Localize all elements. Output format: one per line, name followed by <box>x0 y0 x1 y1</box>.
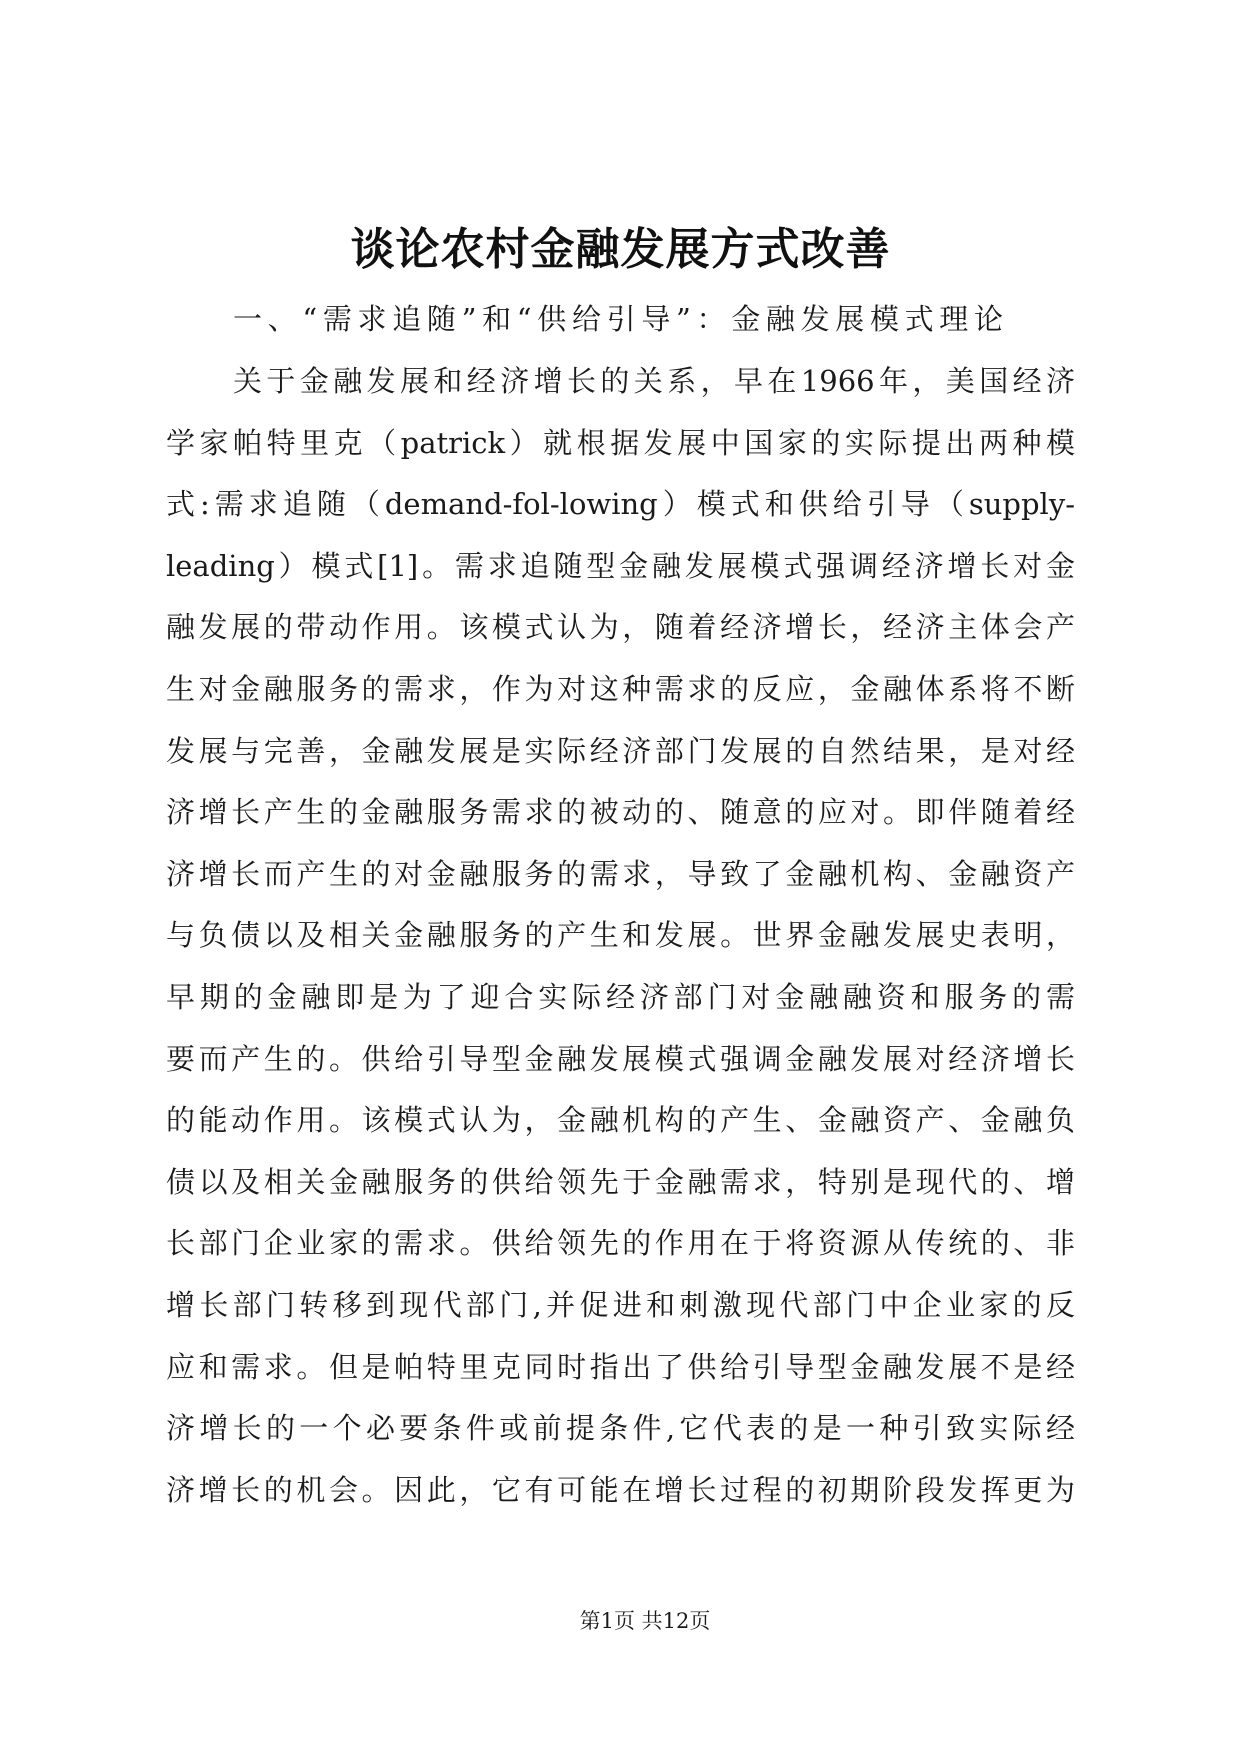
body-line: leading）模式[1]。需求追随型金融发展模式强调经济增长对金 <box>166 548 1075 583</box>
body-line: 债以及相关金融服务的供给领先于金融需求，特别是现代的、增 <box>166 1164 1075 1199</box>
body-line: 学家帕特里克（patrick）就根据发展中国家的实际提出两种模 <box>166 425 1075 460</box>
body-line: 与负债以及相关金融服务的产生和发展。世界金融发展史表明， <box>166 918 1075 953</box>
body-line: 应和需求。但是帕特里克同时指出了供给引导型金融发展不是经 <box>166 1349 1075 1384</box>
body-line: 济增长而产生的对金融服务的需求，导致了金融机构、金融资产 <box>166 856 1075 891</box>
body-line: 要而产生的。供给引导型金融发展模式强调金融发展对经济增长 <box>166 1041 1075 1076</box>
body-line: 关于金融发展和经济增长的关系，早在1966年，美国经济 <box>233 364 1075 398</box>
body-line: 的能动作用。该模式认为，金融机构的产生、金融资产、金融负 <box>166 1103 1075 1138</box>
body-line: 增长部门转移到现代部门,并促进和刺激现代部门中企业家的反 <box>166 1287 1075 1322</box>
body-paragraph <box>166 351 1075 1521</box>
body-line: 早期的金融即是为了迎合实际经济部门对金融融资和服务的需 <box>166 979 1075 1014</box>
body-line: 济增长的机会。因此，它有可能在增长过程的初期阶段发挥更为 <box>166 1472 1075 1507</box>
body-line: 济增长产生的金融服务需求的被动的、随意的应对。即伴随着经 <box>166 795 1075 830</box>
body-line: 济增长的一个必要条件或前提条件,它代表的是一种引致实际经 <box>166 1411 1075 1446</box>
body-line: 生对金融服务的需求，作为对这种需求的反应，金融体系将不断 <box>166 671 1075 706</box>
body-line: 长部门企业家的需求。供给领先的作用在于将资源从传统的、非 <box>166 1226 1075 1261</box>
section-heading: 一、“需求追随”和“供给引导”：金融发展模式理论 <box>233 302 1003 336</box>
body-line: 式:需求追随（demand-fol-lowing）模式和供给引导（supply- <box>166 487 1075 522</box>
body-line: 融发展的带动作用。该模式认为，随着经济增长，经济主体会产 <box>166 610 1075 645</box>
body-line: 发展与完善，金融发展是实际经济部门发展的自然结果，是对经 <box>166 733 1075 768</box>
document-title: 谈论农村金融发展方式改善 <box>350 224 891 275</box>
page-number-footer: 第1页 共12页 <box>579 1609 711 1633</box>
